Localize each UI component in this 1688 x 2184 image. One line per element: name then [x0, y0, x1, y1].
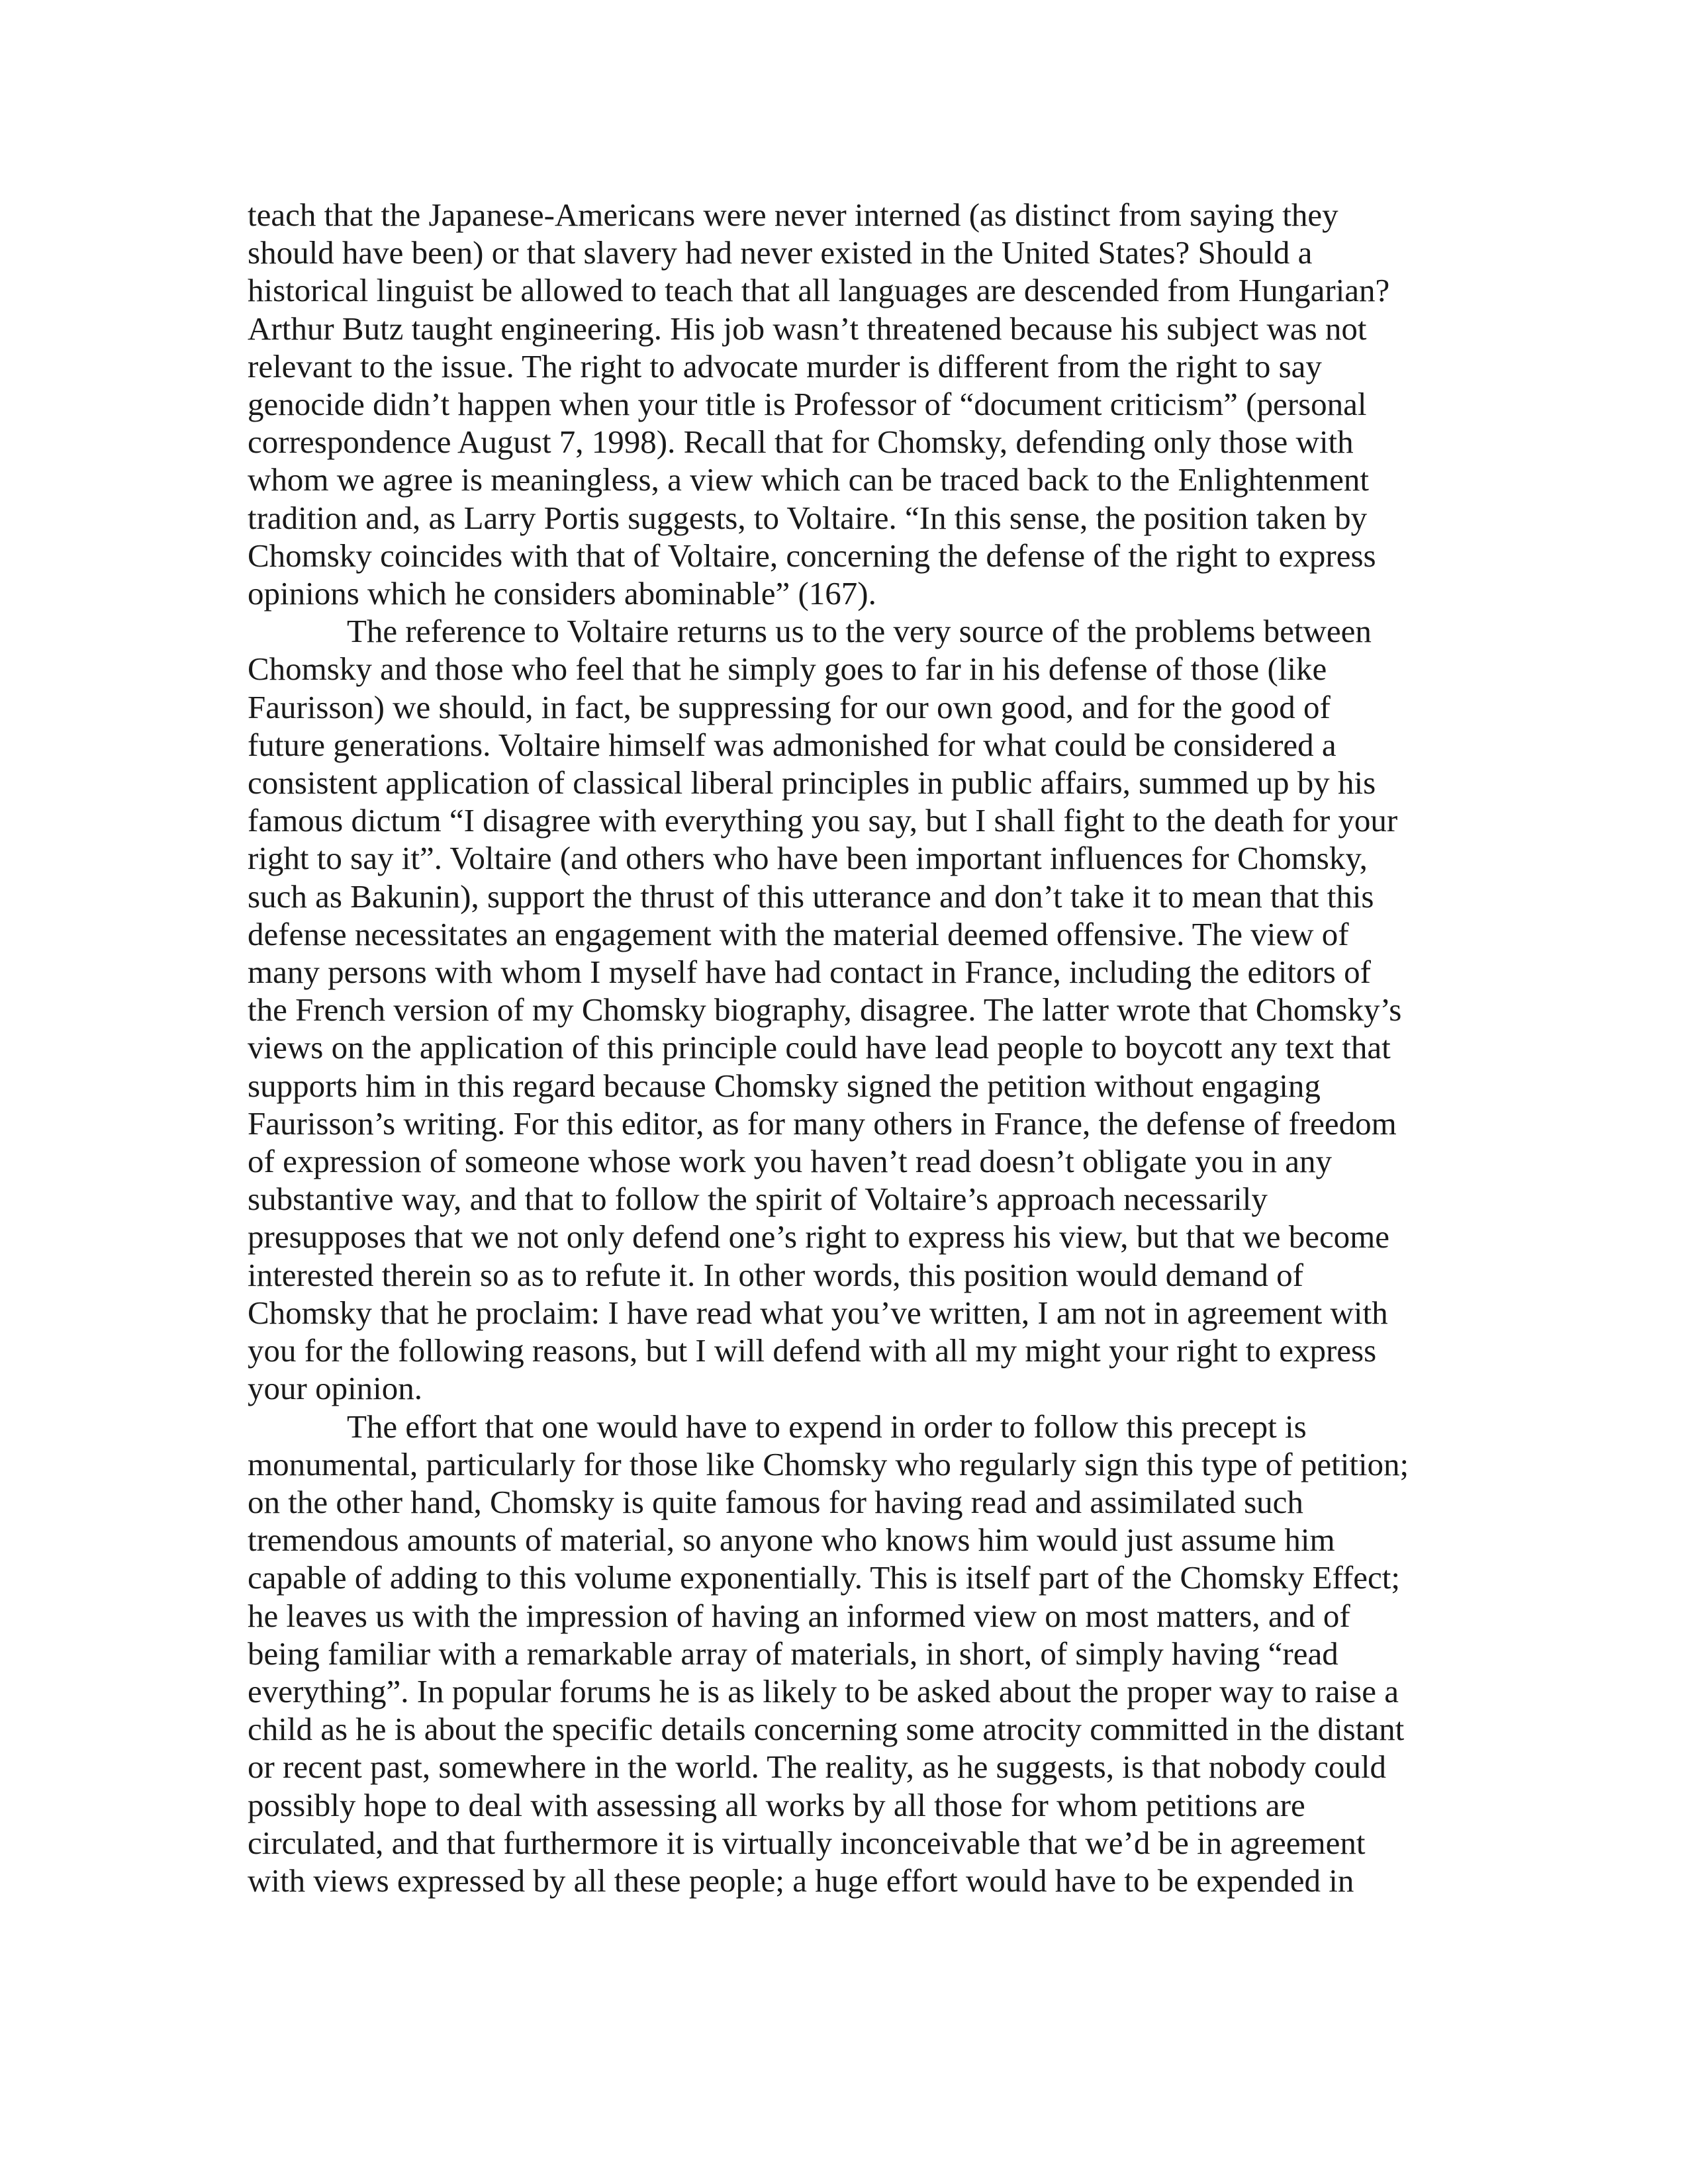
text-line: the French version of my Chomsky biography, disagree. The latter wrote that Chomsky’s [248, 991, 1402, 1028]
paragraph-first-line: The reference to Voltaire returns us to the very source of the problems between [347, 613, 1372, 650]
text-line: whom we agree is meaningless, a view which can be traced back to the Enlightenment [248, 461, 1369, 498]
text-line: your opinion. [248, 1370, 423, 1407]
text-line: opinions which he considers abominable” (167). [248, 575, 876, 612]
text-line: substantive way, and that to follow the spirit of Voltaire’s approach necessarily [248, 1181, 1268, 1218]
text-line: many persons with whom I myself have had contact in France, including the editors of [248, 954, 1371, 991]
text-line: genocide didn’t happen when your title is Professor of “document criticism” (personal [248, 386, 1367, 423]
text-line: Faurisson’s writing. For this editor, as for many others in France, the defense of freedom [248, 1105, 1397, 1142]
text-line: consistent application of classical liberal principles in public affairs, summed up by his [248, 764, 1376, 801]
text-line: everything”. In popular forums he is as likely to be asked about the proper way to raise a [248, 1672, 1399, 1709]
text-line: Chomsky and those who feel that he simply goes to far in his defense of those (like [248, 651, 1327, 688]
text-line: relevant to the issue. The right to advocate murder is different from the right to say [248, 347, 1322, 385]
text-line: correspondence August 7, 1998). Recall that for Chomsky, defending only those with [248, 424, 1354, 461]
text-line: teach that the Japanese-Americans were never interned (as distinct from saying they [248, 197, 1338, 233]
text-line: you for the following reasons, but I will defend with all my might your right to express [248, 1332, 1377, 1369]
text-line: interested therein so as to refute it. In other words, this position would demand of [248, 1256, 1303, 1293]
text-line: being familiar with a remarkable array of materials, in short, of simply having “read [248, 1635, 1338, 1672]
text-line: famous dictum “I disagree with everything you say, but I shall fight to the death for your [248, 802, 1398, 839]
text-line: monumental, particularly for those like Chomsky who regularly sign this type of petition; [248, 1445, 1409, 1482]
text-line: Chomsky that he proclaim: I have read what you’ve written, I am not in agreement with [248, 1294, 1388, 1331]
text-line: or recent past, somewhere in the world. The reality, as he suggests, is that nobody could [248, 1749, 1387, 1786]
text-line: supports him in this regard because Chomsky signed the petition without engaging [248, 1067, 1321, 1104]
text-line: right to say it”. Voltaire (and others who have been important influences for Chomsky, [248, 840, 1368, 877]
text-line: circulated, and that furthermore it is virtually inconceivable that we’d be in agreement [248, 1824, 1366, 1861]
text-line: with views expressed by all these people; a huge effort would have to be expended in [248, 1862, 1354, 1899]
text-line: should have been) or that slavery had never existed in the United States? Should a [248, 234, 1313, 271]
text-line: Arthur Butz taught engineering. His job wasn’t threatened because his subject was not [248, 310, 1367, 347]
text-line: tremendous amounts of material, so anyone who knows him would just assume him [248, 1522, 1335, 1559]
text-line: such as Bakunin), support the thrust of this utterance and don’t take it to mean that this [248, 878, 1374, 915]
paragraph-first-line: The effort that one would have to expend in order to follow this precept is [347, 1408, 1307, 1445]
text-line: Chomsky coincides with that of Voltaire, concerning the defense of the right to express [248, 537, 1376, 574]
text-line: he leaves us with the impression of having an informed view on most matters, and of [248, 1597, 1350, 1634]
text-line: defense necessitates an engagement with the material deemed offensive. The view of [248, 915, 1349, 952]
text-line: of expression of someone whose work you haven’t read doesn’t obligate you in any [248, 1143, 1332, 1180]
text-line: presupposes that we not only defend one’s right to express his view, but that we become [248, 1218, 1390, 1255]
body-text [248, 196, 1447, 1899]
text-line: possibly hope to deal with assessing all works by all those for whom petitions are [248, 1786, 1305, 1823]
text-line: child as he is about the specific details concerning some atrocity committed in the distant [248, 1711, 1405, 1748]
text-line: on the other hand, Chomsky is quite famous for having read and assimilated such [248, 1483, 1303, 1520]
text-line: historical linguist be allowed to teach that all languages are descended from Hungarian? [248, 272, 1390, 309]
text-line: tradition and, as Larry Portis suggests, to Voltaire. “In this sense, the position taken by [248, 499, 1368, 536]
text-line: Faurisson) we should, in fact, be suppressing for our own good, and for the good of [248, 688, 1331, 725]
text-line: views on the application of this principle could have lead people to boycott any text that [248, 1029, 1391, 1066]
text-line: future generations. Voltaire himself was admonished for what could be considered a [248, 726, 1336, 763]
text-line: capable of adding to this volume exponentially. This is itself part of the Chomsky Effect; [248, 1559, 1400, 1596]
